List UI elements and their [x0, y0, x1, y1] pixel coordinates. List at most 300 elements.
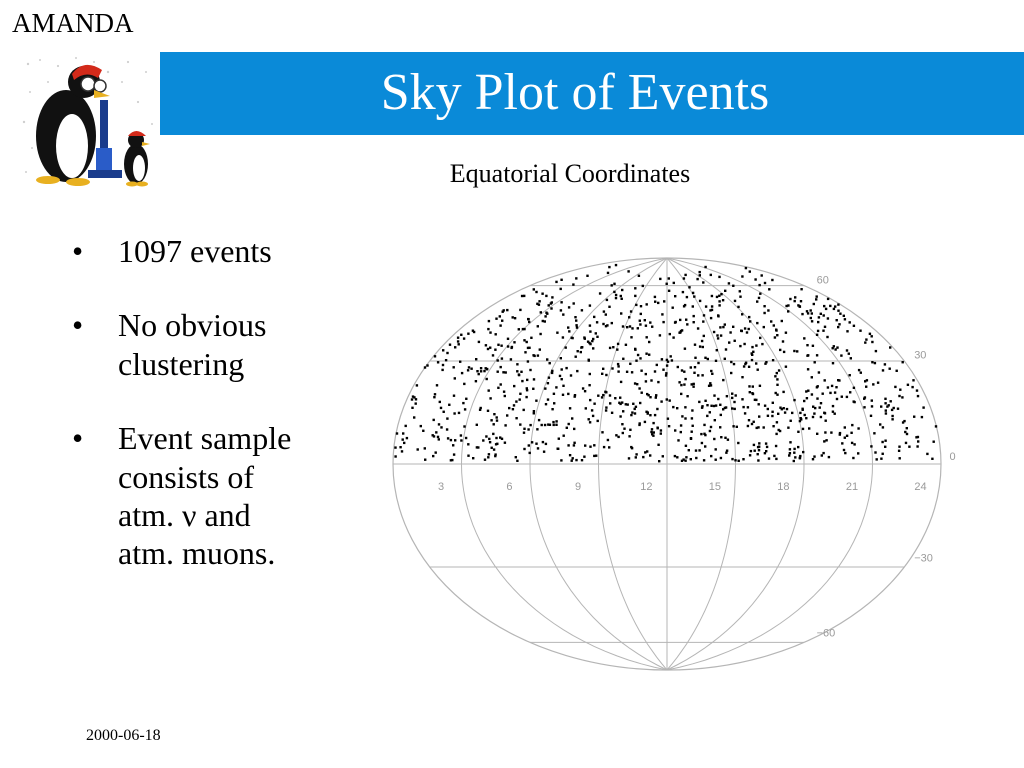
- event-point: [874, 451, 876, 453]
- event-point: [571, 337, 573, 339]
- event-point: [870, 445, 872, 447]
- event-point: [926, 453, 928, 455]
- event-point: [446, 352, 448, 354]
- event-point: [645, 380, 647, 382]
- event-point: [684, 304, 686, 306]
- event-point: [722, 326, 724, 328]
- event-point: [568, 330, 570, 332]
- event-point: [733, 401, 735, 403]
- event-point: [544, 424, 546, 426]
- event-point: [880, 458, 882, 460]
- event-point: [538, 304, 540, 306]
- event-point: [500, 366, 502, 368]
- event-point: [731, 458, 733, 460]
- event-point: [913, 416, 915, 418]
- event-point: [441, 369, 443, 371]
- event-point: [417, 448, 419, 450]
- event-point: [881, 441, 883, 443]
- event-point: [589, 373, 591, 375]
- event-point: [884, 440, 886, 442]
- event-point: [884, 363, 886, 365]
- event-point: [573, 302, 575, 304]
- event-point: [850, 432, 852, 434]
- event-point: [716, 296, 718, 298]
- event-point: [663, 300, 665, 302]
- event-point: [647, 411, 649, 413]
- event-point: [822, 393, 824, 395]
- event-point: [682, 458, 684, 460]
- event-point: [700, 433, 702, 435]
- event-point: [719, 426, 721, 428]
- event-point: [467, 369, 469, 371]
- event-point: [560, 301, 562, 303]
- event-point: [589, 330, 591, 332]
- event-point: [454, 346, 456, 348]
- event-point: [553, 393, 555, 395]
- event-point: [515, 400, 517, 402]
- event-point: [435, 451, 437, 453]
- event-point: [865, 338, 867, 340]
- event-point: [876, 458, 878, 460]
- event-point: [827, 298, 829, 300]
- event-point: [763, 326, 765, 328]
- event-point: [645, 325, 647, 327]
- event-point: [482, 439, 484, 441]
- event-point: [613, 291, 615, 293]
- event-point: [808, 427, 810, 429]
- event-point: [658, 460, 660, 462]
- event-point: [613, 283, 615, 285]
- event-point: [422, 430, 424, 432]
- event-point: [492, 433, 494, 435]
- event-point: [771, 415, 773, 417]
- event-point: [728, 341, 730, 343]
- event-point: [611, 322, 613, 324]
- event-point: [894, 386, 896, 388]
- event-point: [682, 291, 684, 293]
- event-point: [660, 432, 662, 434]
- event-point: [748, 419, 750, 421]
- event-point: [764, 363, 766, 365]
- event-point: [703, 314, 705, 316]
- event-point: [765, 450, 767, 452]
- event-point: [782, 391, 784, 393]
- event-point: [702, 320, 704, 322]
- event-point: [717, 337, 719, 339]
- event-point: [668, 425, 670, 427]
- event-point: [817, 330, 819, 332]
- event-point: [750, 450, 752, 452]
- event-point: [710, 405, 712, 407]
- event-point: [513, 404, 515, 406]
- event-point: [556, 332, 558, 334]
- bullet-line: Event sample: [118, 420, 292, 457]
- event-point: [629, 325, 631, 327]
- event-point: [801, 313, 803, 315]
- event-point: [450, 459, 452, 461]
- event-point: [767, 415, 769, 417]
- event-point: [519, 423, 521, 425]
- event-point: [435, 431, 437, 433]
- event-point: [783, 351, 785, 353]
- dec-tick-label: 30: [914, 349, 927, 362]
- event-point: [484, 459, 486, 461]
- event-point: [535, 400, 537, 402]
- event-point: [620, 312, 622, 314]
- event-point: [557, 448, 559, 450]
- event-point: [692, 292, 694, 294]
- event-point: [453, 453, 455, 455]
- event-point: [889, 368, 891, 370]
- event-point: [533, 412, 535, 414]
- event-point: [478, 341, 480, 343]
- event-point: [651, 428, 653, 430]
- event-point: [529, 369, 531, 371]
- event-point: [832, 411, 834, 413]
- event-point: [611, 284, 613, 286]
- event-point: [628, 435, 630, 437]
- event-point: [763, 305, 765, 307]
- event-point: [824, 326, 826, 328]
- event-point: [415, 398, 417, 400]
- event-point: [813, 455, 815, 457]
- event-point: [668, 290, 670, 292]
- event-point: [478, 373, 480, 375]
- event-point: [735, 394, 737, 396]
- event-point: [731, 397, 733, 399]
- event-point: [710, 370, 712, 372]
- event-point: [632, 403, 634, 405]
- event-point: [645, 373, 647, 375]
- event-point: [749, 320, 751, 322]
- event-point: [546, 313, 548, 315]
- event-point: [635, 360, 637, 362]
- event-point: [615, 264, 617, 266]
- event-point: [526, 341, 528, 343]
- event-point: [567, 393, 569, 395]
- event-point: [701, 442, 703, 444]
- event-point: [884, 402, 886, 404]
- event-point: [666, 398, 668, 400]
- event-point: [525, 396, 527, 398]
- event-point: [916, 445, 918, 447]
- event-point: [759, 385, 761, 387]
- event-point: [843, 449, 845, 451]
- event-point: [897, 408, 899, 410]
- event-point: [464, 408, 466, 410]
- bullet-list: [68, 232, 368, 609]
- event-point: [592, 347, 594, 349]
- event-point: [860, 372, 862, 374]
- event-point: [516, 370, 518, 372]
- event-point: [718, 295, 720, 297]
- event-point: [434, 393, 436, 395]
- event-point: [420, 425, 422, 427]
- event-point: [603, 310, 605, 312]
- event-point: [846, 330, 848, 332]
- event-point: [680, 384, 682, 386]
- event-point: [573, 444, 575, 446]
- event-point: [621, 401, 623, 403]
- event-point: [496, 419, 498, 421]
- event-point: [503, 309, 505, 311]
- event-point: [472, 457, 474, 459]
- event-point: [758, 415, 760, 417]
- event-point: [704, 400, 706, 402]
- event-point: [463, 337, 465, 339]
- event-point: [822, 330, 824, 332]
- event-point: [901, 396, 903, 398]
- event-point: [611, 412, 613, 414]
- event-point: [607, 272, 609, 274]
- event-point: [837, 326, 839, 328]
- event-point: [811, 376, 813, 378]
- event-point: [608, 266, 610, 268]
- dec-tick-label: 0: [949, 451, 956, 463]
- event-point: [436, 384, 438, 386]
- event-point: [724, 437, 726, 439]
- event-point: [442, 349, 444, 351]
- event-point: [497, 344, 499, 346]
- event-point: [692, 425, 694, 427]
- event-point: [662, 455, 664, 457]
- event-point: [820, 313, 822, 315]
- event-point: [828, 456, 830, 458]
- event-point: [576, 370, 578, 372]
- event-point: [823, 314, 825, 316]
- event-point: [789, 452, 791, 454]
- event-point: [399, 446, 401, 448]
- event-point: [831, 385, 833, 387]
- event-point: [749, 270, 751, 272]
- event-point: [411, 407, 413, 409]
- event-point: [685, 445, 687, 447]
- event-point: [592, 338, 594, 340]
- event-point: [710, 455, 712, 457]
- event-point: [752, 351, 754, 353]
- event-point: [731, 407, 733, 409]
- event-point: [499, 436, 501, 438]
- event-point: [827, 317, 829, 319]
- event-point: [458, 343, 460, 345]
- event-point: [486, 368, 488, 370]
- event-point: [415, 402, 417, 404]
- event-point: [837, 310, 839, 312]
- event-point: [622, 358, 624, 360]
- event-point: [539, 348, 541, 350]
- event-point: [796, 350, 798, 352]
- event-point: [704, 445, 706, 447]
- event-point: [793, 448, 795, 450]
- event-point: [751, 359, 753, 361]
- event-point: [681, 369, 683, 371]
- event-point: [480, 370, 482, 372]
- event-point: [611, 367, 613, 369]
- event-point: [560, 279, 562, 281]
- event-point: [619, 415, 621, 417]
- event-point: [450, 439, 452, 441]
- event-point: [846, 435, 848, 437]
- event-point: [496, 443, 498, 445]
- event-point: [753, 421, 755, 423]
- event-point: [853, 387, 855, 389]
- event-point: [794, 300, 796, 302]
- event-point: [744, 327, 746, 329]
- ra-tick-label: 3: [437, 481, 445, 493]
- event-point: [518, 328, 520, 330]
- event-point: [917, 440, 919, 442]
- event-point: [846, 396, 848, 398]
- event-point: [805, 390, 807, 392]
- event-point: [742, 458, 744, 460]
- event-point: [848, 353, 850, 355]
- event-point: [403, 442, 405, 444]
- event-point: [825, 439, 827, 441]
- event-point: [853, 401, 855, 403]
- event-point: [906, 427, 908, 429]
- event-point: [758, 403, 760, 405]
- event-point: [538, 419, 540, 421]
- event-point: [824, 379, 826, 381]
- event-point: [433, 396, 435, 398]
- event-points: [394, 264, 937, 463]
- dec-tick-label: 60: [816, 274, 829, 287]
- event-point: [609, 402, 611, 404]
- event-point: [691, 409, 693, 411]
- event-point: [526, 379, 528, 381]
- event-point: [513, 385, 515, 387]
- event-point: [496, 416, 498, 418]
- event-point: [394, 446, 396, 448]
- event-point: [746, 331, 748, 333]
- event-point: [824, 412, 826, 414]
- event-point: [593, 455, 595, 457]
- event-point: [586, 275, 588, 277]
- event-point: [661, 358, 663, 360]
- event-point: [649, 454, 651, 456]
- event-point: [538, 300, 540, 302]
- event-point: [718, 304, 720, 306]
- event-point: [846, 349, 848, 351]
- event-point: [589, 324, 591, 326]
- event-point: [537, 447, 539, 449]
- event-point: [745, 267, 747, 269]
- event-point: [652, 422, 654, 424]
- event-point: [495, 437, 497, 439]
- event-point: [532, 388, 534, 390]
- event-point: [899, 389, 901, 391]
- event-point: [617, 365, 619, 367]
- event-point: [488, 389, 490, 391]
- event-point: [684, 406, 686, 408]
- event-point: [394, 455, 396, 457]
- event-point: [608, 306, 610, 308]
- event-point: [568, 423, 570, 425]
- event-point: [640, 370, 642, 372]
- event-point: [641, 392, 643, 394]
- event-point: [437, 361, 439, 363]
- event-point: [465, 398, 467, 400]
- event-point: [789, 448, 791, 450]
- event-point: [480, 367, 482, 369]
- event-point: [859, 330, 861, 332]
- event-point: [551, 370, 553, 372]
- event-point: [758, 442, 760, 444]
- event-point: [802, 451, 804, 453]
- event-point: [497, 387, 499, 389]
- event-point: [552, 421, 554, 423]
- event-point: [625, 344, 627, 346]
- plot-subtitle: Equatorial Coordinates: [449, 159, 691, 188]
- event-point: [744, 363, 746, 365]
- event-point: [697, 327, 699, 329]
- event-point: [701, 374, 703, 376]
- event-point: [741, 398, 743, 400]
- event-point: [458, 412, 460, 414]
- event-point: [800, 288, 802, 290]
- event-point: [424, 459, 426, 461]
- event-point: [917, 395, 919, 397]
- event-point: [639, 357, 641, 359]
- event-point: [622, 325, 624, 327]
- event-point: [758, 297, 760, 299]
- ra-tick-label: 21: [845, 481, 859, 493]
- event-point: [794, 296, 796, 298]
- event-point: [560, 288, 562, 290]
- event-point: [614, 397, 616, 399]
- event-point: [591, 409, 593, 411]
- event-point: [487, 348, 489, 350]
- event-point: [491, 447, 493, 449]
- event-point: [667, 418, 669, 420]
- event-point: [672, 336, 674, 338]
- event-point: [835, 386, 837, 388]
- event-point: [713, 405, 715, 407]
- event-point: [826, 336, 828, 338]
- event-point: [720, 334, 722, 336]
- event-point: [547, 382, 549, 384]
- event-point: [840, 354, 842, 356]
- event-point: [673, 282, 675, 284]
- event-point: [508, 407, 510, 409]
- event-point: [530, 337, 532, 339]
- event-point: [670, 355, 672, 357]
- event-point: [693, 321, 695, 323]
- event-point: [812, 458, 814, 460]
- event-point: [654, 370, 656, 372]
- event-point: [565, 367, 567, 369]
- event-point: [584, 338, 586, 340]
- event-point: [719, 326, 721, 328]
- event-point: [575, 324, 577, 326]
- event-point: [438, 438, 440, 440]
- event-point: [885, 412, 887, 414]
- event-point: [727, 439, 729, 441]
- event-point: [713, 394, 715, 396]
- bullet-dot-icon: •: [72, 307, 84, 344]
- event-point: [615, 297, 617, 299]
- event-point: [550, 307, 552, 309]
- event-point: [680, 393, 682, 395]
- event-point: [805, 417, 807, 419]
- event-point: [704, 266, 706, 268]
- event-point: [560, 309, 562, 311]
- event-point: [705, 305, 707, 307]
- event-point: [797, 446, 799, 448]
- event-point: [476, 446, 478, 448]
- event-point: [834, 391, 836, 393]
- event-point: [453, 395, 455, 397]
